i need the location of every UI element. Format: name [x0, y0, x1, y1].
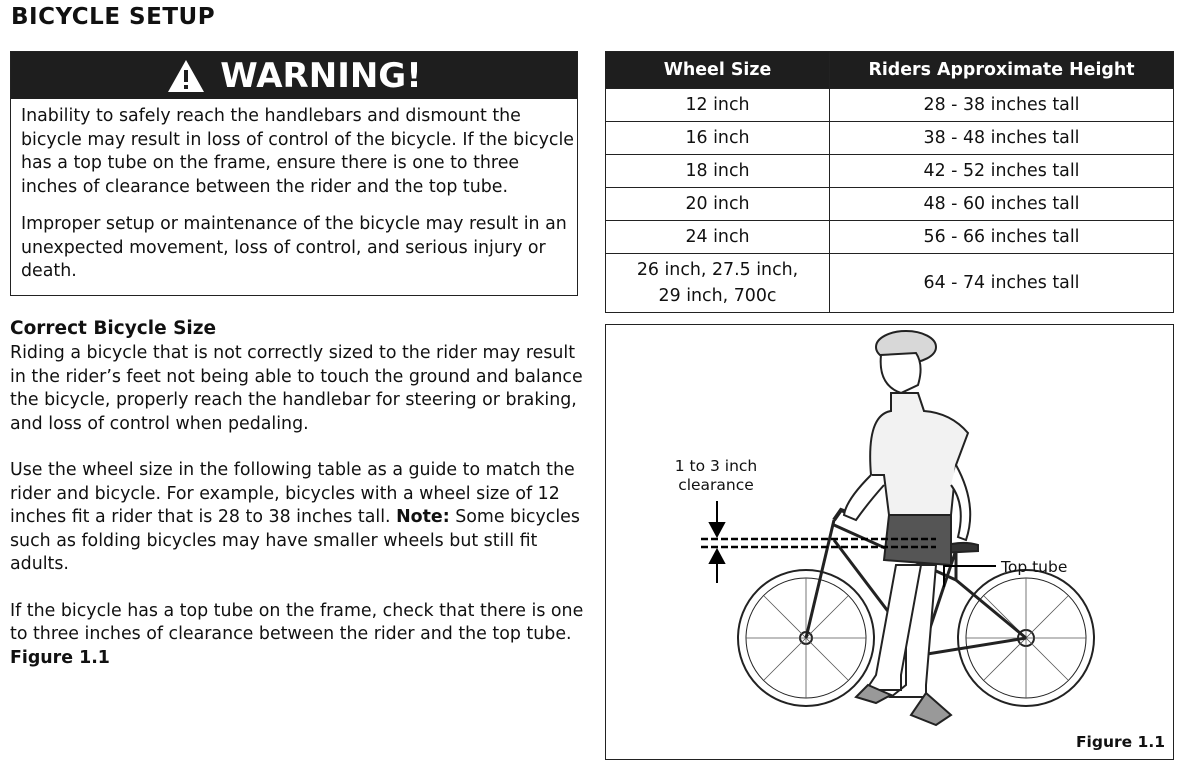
warning-paragraph-1: Inability to safely reach the handlebars and dismount the bicycle may result in loss of control of the bicycle. If the bicycle has a top tube on the frame, ensure there is one to three inches of clearance between the rider and the top tube. [21, 106, 574, 197]
wheel-size-cell: 26 inch, 27.5 inch, 29 inch, 700c [606, 254, 830, 313]
table-row [606, 188, 1174, 221]
page-title: BICYCLE SETUP [11, 4, 216, 30]
wheel-size-cell: 20 inch [606, 188, 830, 221]
rider-height-cell: 48 - 60 inches tall [830, 188, 1174, 221]
warning-paragraph-2: Improper setup or maintenance of the bicycle may result in an unexpected movement, loss of control, and serious injury or death. [21, 214, 567, 281]
table-header-row [606, 52, 1174, 89]
wheel-size-cell: 16 inch [606, 122, 830, 155]
rider-bicycle-illustration [606, 325, 1172, 758]
paragraph-2-text: Use the wheel size in the following table as a guide to match the rider and bicycle. For example, bicycles with a wheel size of 12 inches fit a rider that is 28 to 38 inches tall. [10, 460, 575, 527]
size-section [10, 316, 585, 693]
clearance-label: 1 to 3 inch clearance [674, 457, 758, 494]
wheel-size-cell: 24 inch [606, 221, 830, 254]
table-row [606, 254, 1174, 313]
table-row [606, 89, 1174, 122]
header-rider-height: Riders Approximate Height [830, 52, 1174, 89]
paragraph-2-note: Some bicycles such as folding bicycles may have smaller wheels but still fit adults. [10, 507, 580, 574]
section-paragraph-1: Riding a bicycle that is not correctly sized to the rider may result in the rider’s feet not being able to touch the ground and balance the bicycle, properly reach the handlebar for steering or braking, and loss of control when pedaling. [10, 343, 583, 434]
figure-1-1 [605, 324, 1174, 760]
rider-height-cell: 64 - 74 inches tall [830, 254, 1174, 313]
figure-reference: Figure 1.1 [10, 647, 110, 668]
clearance-arrows [710, 501, 724, 583]
table-row [606, 122, 1174, 155]
rider-height-cell: 28 - 38 inches tall [830, 89, 1174, 122]
header-wheel-size: Wheel Size [606, 52, 830, 89]
wheel-size-table [605, 51, 1174, 313]
table-row [606, 155, 1174, 188]
wheel-size-cell: 18 inch [606, 155, 830, 188]
section-title: Correct Bicycle Size [10, 318, 217, 339]
warning-box [10, 51, 578, 296]
section-paragraph-2 [10, 459, 585, 577]
rider-figure [844, 331, 970, 725]
warning-triangle-icon [166, 58, 206, 94]
warning-heading: WARNING! [220, 55, 422, 96]
figure-caption: Figure 1.1 [1075, 733, 1165, 751]
section-paragraph-3 [10, 600, 585, 671]
rider-height-cell: 42 - 52 inches tall [830, 155, 1174, 188]
paragraph-3-text: If the bicycle has a top tube on the frame, check that there is one to three inches of clearance between the rider and the top tube. [10, 600, 584, 644]
table-row [606, 221, 1174, 254]
rider-height-cell: 38 - 48 inches tall [830, 122, 1174, 155]
warning-header [11, 52, 577, 99]
wheel-size-cell: 12 inch [606, 89, 830, 122]
note-label: Note: [396, 507, 450, 527]
top-tube-label: Top tube [1001, 558, 1068, 576]
rider-height-cell: 56 - 66 inches tall [830, 221, 1174, 254]
